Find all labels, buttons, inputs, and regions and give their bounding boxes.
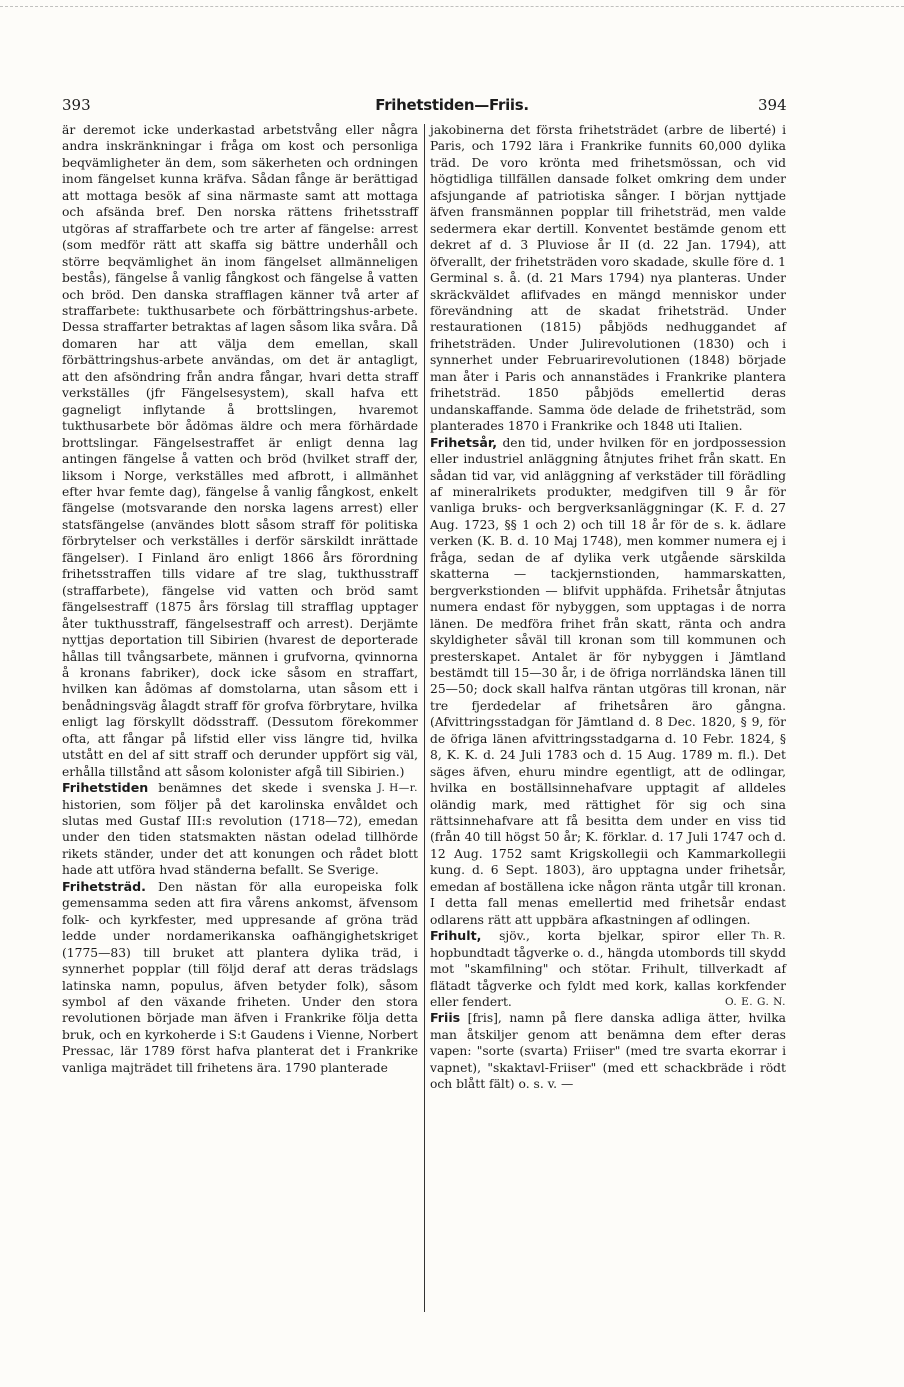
page-number-right: 394 bbox=[758, 96, 787, 114]
entry-frihetstiden bbox=[62, 780, 418, 879]
author-signature: Th. R. bbox=[751, 930, 786, 943]
entry-text: den tid, under hvilken för en jordpossession eller industriel anläggning åtnjutes frihet från skatt. En sådan tid var, vid anläggning af verkstäder till förädling af mineralrikets produkter, medgifven till 9 år för vanliga bruks- och bergverksanläggningar (K. F. d. 27 Aug. 1723, §§ 1 och 2) och till 18 år för de s. k. ädlare verken (K. B. d. 10 Maj 1748), men kommer numera ej i fråga, sedan de af dylika verk utgående särskilda skatterna — tackjernstionden, hammarskatten, bergverkstionden — blifvit upphäfda. Frihetsår åtnjutas numera endast för nybyggen, som upptagas i de norra länen. De medföra frihet från skatt, ränta och andra skyldigheter såväl till kronan som till kommunen och presterskapet. Antalet är för nybyggen i Jämtland bestämdt till 15—30 år, i de öfriga norrländska länen till 25—50; dock skall halfva räntan utgöras till kronan, när tre fjerdedelar af frihetsåren äro gångna. (Afvittringsstadgan för Jämtland d. 8 Dec. 1820, § 9, för de öfriga länen afvittringsstadgarna d. 10 Febr. 1824, § 8, K. K. d. 24 Juli 1783 och d. 15 Aug. 1789 m. fl.). Det säges äfven, ehuru mindre egentligt, att de odlingar, hvilka en boställsinnehafvare upptagit af alldeles oländig mark, med rättighet för sig och sina rättsinnehafvare att få besitta dem under en viss tid (från 40 till högst 50 år; K. förklar. d. 17 Juli 1747 och d. 12 Aug. 1752 samt Krigskollegii och Kammarkollegii kung. d. 6 Sept. 1803), äro upptagna under frihetsår, emedan af boställena icke någon ränta utgår till kronan. I detta fall menas emellertid med frihetsår endast odlarens rätt att uppbära afkastningen af odlingen. bbox=[430, 435, 786, 927]
paragraph-text: jakobinerna det första frihetsträdet (arbre de liberté) i Paris, och 1792 lära i Frankrike funnits 60,000 dylika träd. De voro krönta med frihetsmössan, och vid högtidliga tillfällen dansade folket omkring dem under afsjungande af patriotiska sånger. I början nyttjade äfven fransmännen popplar till frihetsträd, men valde sedermera ekar dertill. Konventet bestämde genom ett dekret af d. 3 Pluviose år II (d. 22 Jan. 1794), att öfverallt, der frihetsträden voro skadade, skulle före d. 1 Germinal s. å. (d. 21 Mars 1794) nya planteras. Under skräckväldet aflifvades en mängd menniskor under förevändning att de skadat frihetsträd. Under restaurationen (1815) påbjöds nedhuggandet af frihetsträden. Under Julirevolutionen (1830) och i synnerhet under Februarirevolutionen (1848) började man åter i Paris och annanstädes i Frankrike plantera frihetsträd. 1850 påbjöds emellertid deras undanskaffande. Samma öde delade de frihetsträd, som planterades 1870 i Frankrike och 1848 uti Italien. bbox=[430, 123, 786, 434]
entry-headword: Frihetsträd. bbox=[62, 878, 146, 894]
entry-text: sjöv., korta bjelkar, spiror eller hopbundtadt tågverke o. d., hängda utombords till skydd mot "skamfilning" och stötar. Frihult, tillverkadt af flätadt tågverke och fyldt med kork, kallas korkfender eller fendert. bbox=[430, 929, 786, 1010]
entry-text: Den nästan för alla europeiska folk gemensamma seden att fira vårens ankomst, äfvensom folk- och kyrkfester, med uppresande af gröna träd ledde under nordamerikanska oafhängighetskriget (1775—83) till bruket att plantera dylika träd, i synnerhet popplar (till följd deraf att deras trädslags latinska namn, populus, äfven betyder folk), såsom symbol af den växande friheten. Under den stora revolutionen började man äfven i Frankrike följa detta bruk, och en kyrkoherde i S:t Gaudens i Vienne, Norbert Pressac, lär 1789 först hafva planterat det i Frankrike vanliga majträdet till frihetens ära. 1790 planterade bbox=[62, 879, 418, 1075]
page-header bbox=[0, 96, 904, 116]
entry-friis bbox=[430, 1010, 786, 1092]
paragraph-text: är deremot icke underkastad arbetstvång eller några andra inskränkningar i fråga om kost och personliga beqvämligheter än dem, som säkerheten och ordningen inom fängelset kunna kräfva. Sådan fånge är berättigad att mottaga besök af sina närmaste samt att mottaga och afsända bref. Den norska rättens frihetsstraff utgöras af straffarbete och tre arter af fängelse: arrest (som medför rätt att skaffa sig bättre underhåll och större beqvämlighet än inom fängelset allmänneligen bestås), fängelse å vanlig fångkost och fängelse å vatten och bröd. Den danska strafflagen känner två arter af straffarbete: tukthusarbete och förbättringshus-arbete. Dessa straffarter betraktas af lagen såsom lika svåra. Då domaren har att välja dem emellan, skall förbättringshus-arbete användas, om det är antagligt, att den afsöndring från andra fångar, hvari detta straff verkställes (jfr Fängelsesystem), skall hafva ett gagneligt inflytande å brottslingen, hvaremot tukthusarbete bör ådömas äldre och mera förhärdade brottslingar. Fängelsestraffet är enligt denna lag antingen fängelse å vatten och bröd (hvilket straff der, liksom i Norge, verkställes med afbrott, i allmänhet efter hvar femte dag), fängelse å vanlig fångkost, enkelt fängelse (motsvarande den norska lagens arrest) eller statsfängelse (användes blott såsom straff för politiska förbrytelser och verkställes i derför särskildt inrättade fängelser). I Finland äro enligt 1866 års förordning frihetsstraffen tills vidare af tre slag, tukthusstraff (straffarbete), fängelse vid vatten och bröd samt fängelsestraff (1875 års förslag till strafflag upptager åter tukthusstraff, fängelsestraff och arrest). Derjämte nyttjas deportation till Sibirien (hvarest de deporterade hållas till tvångsarbete, männen i grufvorna, qvinnorna å kronans fabriker), dock icke såsom en straffart, hvilken kan ådömas af domstolarna, utan såsom ett i benådningsväg ålagdt straff för grofva förbrytare, hvilka enligt lag förskyllt dödsstraff. (Dessutom förekommer ofta, att fångar på lifstid eller viss längre tid, hvilka utstått en del af sitt straff och derunder uppfört sig väl, erhålla tillstånd att såsom kolonister afgå till Sibirien.) bbox=[62, 123, 418, 779]
entry-frihult bbox=[430, 928, 786, 1010]
right-column bbox=[430, 122, 786, 1093]
entry-headword: Frihult, bbox=[430, 928, 482, 944]
entry-frihetstrad bbox=[62, 879, 418, 1076]
entry-headword: Friis bbox=[430, 1010, 461, 1026]
running-title: Frihetstiden—Friis. bbox=[375, 96, 529, 114]
paragraph-continued bbox=[430, 122, 786, 435]
left-column bbox=[62, 122, 418, 1076]
page-number-left: 393 bbox=[62, 96, 91, 114]
author-signature: O. E. G. N. bbox=[724, 996, 786, 1009]
entry-text: benämnes det skede i svenska historien, som följer på det karolinska envåldet och slutas med Gustaf III:s revolution (1718—72), emedan under den tiden statsmakten nästan odelad tillhörde rikets ständer, under det att konungen och rådet blott hade att utföra hvad ständerna befallt. Se Sverige. bbox=[62, 781, 418, 878]
entry-headword: Frihetsår, bbox=[430, 434, 497, 450]
column-divider bbox=[424, 124, 425, 1312]
scan-edge-line bbox=[0, 6, 904, 7]
entry-text: [fris], namn på flere danska adliga ätter, hvilka man åtskiljer genom att benämna dem efter deras vapen: "sorte (svarta) Friiser" (med tre svarta ekorrar i vapnet), "skaktavl-Friiser" (med ett schackbräde i rödt och blått fält) o. s. v. — bbox=[430, 1011, 786, 1092]
entry-headword: Frihetstiden bbox=[62, 780, 149, 796]
author-signature: J. H—r. bbox=[377, 782, 418, 795]
